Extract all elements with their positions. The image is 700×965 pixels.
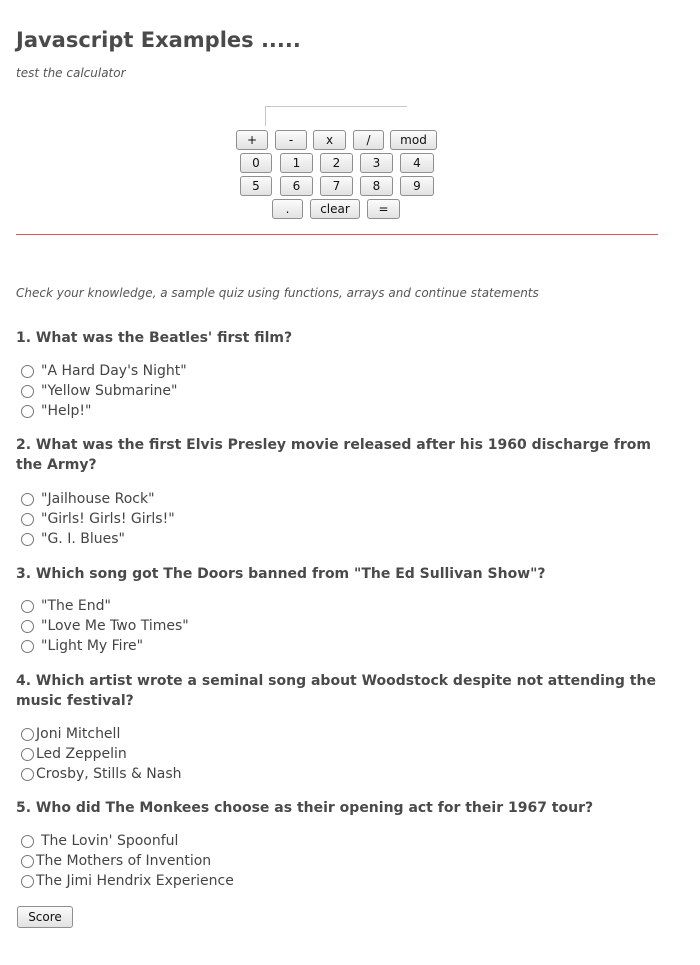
question-4: 4. Which artist wrote a seminal song about Woodstock despite not attending the music festival? [16, 673, 656, 709]
question-1: 1. What was the Beatles' first film? [16, 330, 293, 346]
digit-3-button[interactable]: 3 [360, 153, 393, 173]
radio-button[interactable] [21, 640, 34, 653]
calculator-subtitle: test the calculator [16, 66, 126, 80]
option-label: The Mothers of Invention [36, 853, 212, 869]
clear-button[interactable]: clear [310, 199, 360, 219]
multiply-button[interactable]: x [313, 130, 346, 150]
radio-button[interactable] [21, 855, 34, 868]
calculator-display[interactable] [265, 106, 407, 126]
option-label: "Light My Fire" [41, 638, 144, 654]
divide-button[interactable]: / [353, 130, 384, 150]
radio-button[interactable] [21, 405, 34, 418]
score-button[interactable]: Score [17, 906, 73, 928]
radio-button[interactable] [21, 875, 34, 888]
digit-4-button[interactable]: 4 [400, 153, 434, 173]
decimal-button[interactable]: . [272, 199, 303, 219]
digit-5-button[interactable]: 5 [240, 176, 272, 196]
quiz-intro: Check your knowledge, a sample quiz using functions, arrays and continue statements [16, 286, 539, 300]
question-5: 5. Who did The Monkees choose as their opening act for their 1967 tour? [16, 800, 594, 816]
q5-option-3[interactable] [21, 872, 234, 890]
q4-option-1[interactable] [21, 725, 120, 743]
radio-button[interactable] [21, 835, 34, 848]
option-label: Crosby, Stills & Nash [36, 766, 182, 782]
option-label: Led Zeppelin [36, 746, 127, 762]
radio-button[interactable] [21, 600, 34, 613]
option-label: The Lovin' Spoonful [41, 833, 179, 849]
radio-button[interactable] [21, 620, 34, 633]
add-button[interactable]: + [236, 130, 268, 150]
option-label: "Love Me Two Times" [41, 618, 189, 634]
digit-2-button[interactable]: 2 [320, 153, 353, 173]
q3-option-3[interactable] [21, 637, 143, 655]
digit-1-button[interactable]: 1 [280, 153, 313, 173]
option-label: "Girls! Girls! Girls!" [41, 511, 175, 527]
radio-button[interactable] [21, 493, 34, 506]
page-title: Javascript Examples ..... [16, 28, 301, 52]
subtract-button[interactable]: - [275, 130, 307, 150]
radio-button[interactable] [21, 513, 34, 526]
radio-button[interactable] [21, 728, 34, 741]
q2-option-3[interactable] [21, 530, 125, 548]
option-label: "Yellow Submarine" [41, 383, 178, 399]
question-2: 2. What was the first Elvis Presley movie released after his 1960 discharge from the Army? [16, 437, 651, 473]
q5-option-1[interactable] [21, 832, 178, 850]
digit-7-button[interactable]: 7 [320, 176, 353, 196]
q5-option-2[interactable] [21, 852, 211, 870]
radio-button[interactable] [21, 365, 34, 378]
radio-button[interactable] [21, 385, 34, 398]
q4-option-3[interactable] [21, 765, 182, 783]
option-label: "A Hard Day's Night" [41, 363, 187, 379]
q2-option-1[interactable] [21, 490, 155, 508]
option-label: Joni Mitchell [36, 726, 121, 742]
digit-8-button[interactable]: 8 [360, 176, 393, 196]
digit-0-button[interactable]: 0 [240, 153, 272, 173]
option-label: "Help!" [41, 403, 92, 419]
q1-option-1[interactable] [21, 362, 187, 380]
section-divider [16, 234, 658, 235]
option-label: "Jailhouse Rock" [41, 491, 155, 507]
radio-button[interactable] [21, 533, 34, 546]
q1-option-3[interactable] [21, 402, 91, 420]
q2-option-2[interactable] [21, 510, 175, 528]
q3-option-2[interactable] [21, 617, 189, 635]
q3-option-1[interactable] [21, 597, 111, 615]
q4-option-2[interactable] [21, 745, 127, 763]
q1-option-2[interactable] [21, 382, 177, 400]
option-label: "The End" [41, 598, 111, 614]
equals-button[interactable]: = [367, 199, 400, 219]
digit-9-button[interactable]: 9 [400, 176, 434, 196]
option-label: The Jimi Hendrix Experience [36, 873, 234, 889]
radio-button[interactable] [21, 748, 34, 761]
mod-button[interactable]: mod [390, 130, 437, 150]
option-label: "G. I. Blues" [41, 531, 125, 547]
question-3: 3. Which song got The Doors banned from "The Ed Sullivan Show"? [16, 566, 546, 582]
digit-6-button[interactable]: 6 [280, 176, 313, 196]
radio-button[interactable] [21, 768, 34, 781]
